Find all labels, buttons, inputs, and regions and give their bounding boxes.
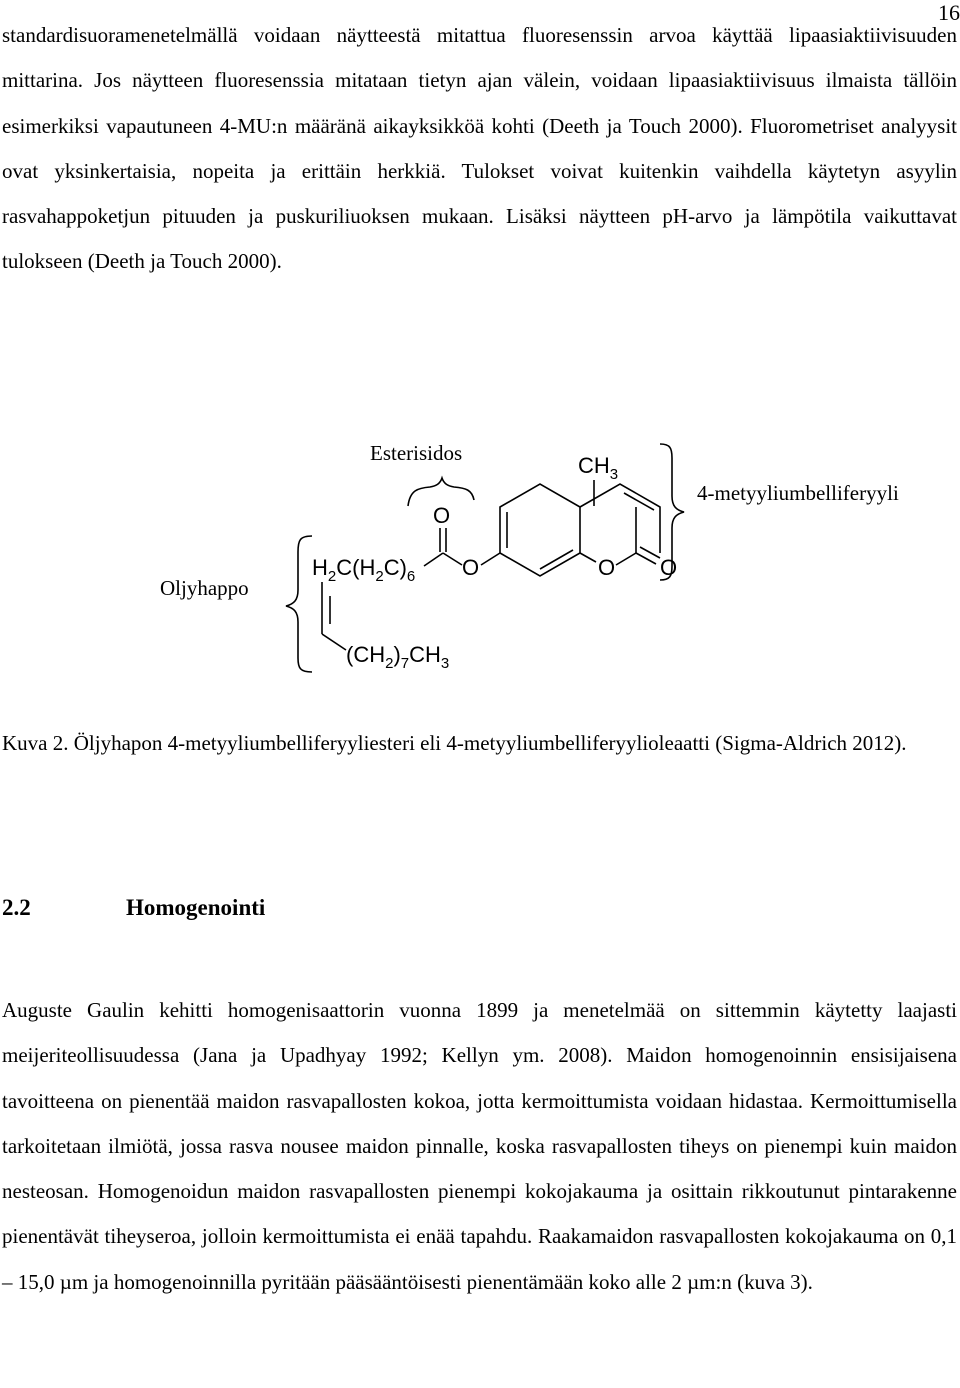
label-ester-bond: Esterisidos bbox=[370, 441, 463, 465]
chemical-structure-figure bbox=[0, 430, 960, 690]
chem-chain-top: $H_2C(H_2C)_6$ bbox=[312, 555, 416, 585]
body-paragraph: Auguste Gaulin kehitti homogenisaattorin vuonna 1899 ja menetelmää on sittemmin käytetty laajasti meijeriteollisuudessa (Jana ja Upadhyay 1992; Kellyn ym. 2008). Maidon homogenoinnin ensisijaisena tavoitteena on pienentää maidon rasvapallosten kokoa, jotta kermoittumista voidaan hidastaa. Kermoittumisella tarkoitetaan ilmiötä, jossa rasva nousee maidon pinnalle, koska rasvapallosten tiheys on pienempi kuin maidon nesteosan. Homogenoidun maidon rasvapallosten pienempi kokojakauma ja osittain rikkoutunut pintarakenne pienentävät tiheyseroa, jolloin kermoittumista ei enää tapahdu. Raakamaidon rasvapallosten kokojakauma on 0,1 – 15,0 µm ja homogenoinnilla pyritään pääsääntöisesti pienentämään koko alle 2 µm:n (kuva 3). bbox=[2, 998, 957, 1294]
chem-ch3: $CH_3$ bbox=[578, 453, 619, 483]
page-number: 16 bbox=[938, 0, 960, 25]
chem-chain-bottom: $(CH_2)_7CH_3$ bbox=[346, 642, 450, 672]
structure-diagram bbox=[0, 430, 960, 690]
chem-o-lactone: O bbox=[660, 555, 678, 580]
chem-o-ring: O bbox=[598, 555, 616, 580]
label-oleic-acid: Oljyhappo bbox=[160, 576, 249, 600]
section-number: 2.2 bbox=[2, 895, 31, 920]
section-title: Homogenointi bbox=[126, 895, 266, 920]
benzene-ring-path bbox=[500, 484, 580, 576]
section-heading bbox=[2, 895, 265, 921]
chem-o-ester: O bbox=[462, 555, 480, 580]
ester-brace bbox=[408, 478, 474, 506]
label-umbelliferyl: 4-metyyliumbelliferyyli bbox=[697, 481, 899, 505]
pyrone-ring-path bbox=[580, 484, 660, 562]
body-paragraph: standardisuoramenetelmällä voidaan näytteestä mitattua fluoresenssin arvoa käyttää lipaasiaktiivisuuden mittarina. Jos näytteen fluoresenssia mitataan tietyn ajan välein, voidaan lipaasiaktiivisuus ilmaista tällöin esimerkiksi vapautuneen 4-MU:n määränä aikayksikköä kohti (Deeth ja Touch 2000). Fluorometriset analyysit ovat yksinkertaisia, nopeita ja erittäin herkkiä. Tulokset voivat kuitenkin vaihdella käytetyn asyylin rasvahappoketjun pituuden ja puskuriliuoksen mukaan. Lisäksi näytteen pH-arvo ja lämpötila vaikuttavat tulokseen (Deeth ja Touch 2000). bbox=[2, 23, 957, 274]
figure-caption: Kuva 2. Öljyhapon 4-metyyliumbelliferyyliesteri eli 4-metyyliumbelliferyylioleaatti (Sigma-Aldrich 2012). bbox=[2, 731, 907, 755]
oleic-acid-brace bbox=[286, 536, 312, 672]
chem-o-carbonyl: O bbox=[433, 503, 451, 528]
